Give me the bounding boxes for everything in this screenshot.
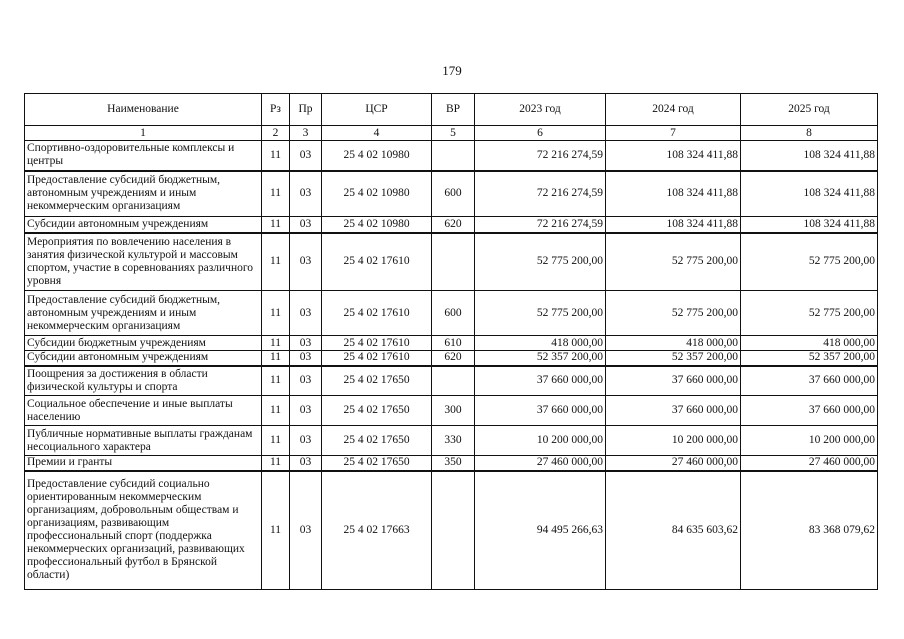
row-csr: 25 4 02 17650 [322, 366, 432, 396]
row-2023: 72 216 274,59 [475, 141, 606, 171]
header-rz: Рз [262, 94, 290, 126]
row-pr: 03 [290, 141, 322, 171]
row-vr: 330 [432, 426, 475, 456]
row-name: Предоставление субсидий бюджетным, автономным учреждениям и иным некоммерческим организациям [25, 291, 262, 336]
row-vr [432, 233, 475, 291]
row-name: Мероприятия по вовлечению населения в занятия физической культурой и массовым спортом, участие в соревнованиях различного уровня [25, 233, 262, 291]
row-vr: 610 [432, 336, 475, 351]
row-2024: 108 324 411,88 [606, 171, 741, 217]
row-pr: 03 [290, 171, 322, 217]
column-number-row [25, 126, 878, 141]
row-2024: 37 660 000,00 [606, 396, 741, 426]
row-2023: 27 460 000,00 [475, 456, 606, 471]
page-number: 179 [442, 63, 462, 78]
row-2023: 52 357 200,00 [475, 351, 606, 366]
row-2024: 108 324 411,88 [606, 141, 741, 171]
row-csr: 25 4 02 10980 [322, 217, 432, 233]
row-2025: 52 775 200,00 [741, 291, 878, 336]
row-vr: 600 [432, 291, 475, 336]
table-row [25, 336, 878, 351]
column-number: 3 [290, 126, 322, 141]
row-2023: 418 000,00 [475, 336, 606, 351]
row-2023: 72 216 274,59 [475, 171, 606, 217]
row-2024: 52 775 200,00 [606, 291, 741, 336]
table-row [25, 456, 878, 471]
column-number: 5 [432, 126, 475, 141]
row-csr: 25 4 02 17663 [322, 471, 432, 590]
row-rz: 11 [262, 336, 290, 351]
row-2025: 10 200 000,00 [741, 426, 878, 456]
row-2023: 10 200 000,00 [475, 426, 606, 456]
row-2024: 84 635 603,62 [606, 471, 741, 590]
row-2025: 52 775 200,00 [741, 233, 878, 291]
row-name: Субсидии автономным учреждениям [25, 217, 262, 233]
table-row [25, 171, 878, 217]
row-2023: 37 660 000,00 [475, 366, 606, 396]
table-row [25, 217, 878, 233]
row-2025: 108 324 411,88 [741, 171, 878, 217]
table-row [25, 471, 878, 590]
row-vr [432, 141, 475, 171]
row-2024: 108 324 411,88 [606, 217, 741, 233]
row-csr: 25 4 02 17610 [322, 233, 432, 291]
budget-table [24, 93, 878, 590]
row-2024: 37 660 000,00 [606, 366, 741, 396]
row-csr: 25 4 02 17610 [322, 291, 432, 336]
row-2023: 52 775 200,00 [475, 233, 606, 291]
row-csr: 25 4 02 10980 [322, 171, 432, 217]
table-row [25, 291, 878, 336]
column-number: 1 [25, 126, 262, 141]
row-name: Субсидии бюджетным учреждениям [25, 336, 262, 351]
row-2024: 418 000,00 [606, 336, 741, 351]
row-rz: 11 [262, 351, 290, 366]
row-2023: 52 775 200,00 [475, 291, 606, 336]
row-2024: 27 460 000,00 [606, 456, 741, 471]
row-name: Поощрения за достижения в области физической культуры и спорта [25, 366, 262, 396]
row-2023: 72 216 274,59 [475, 217, 606, 233]
row-vr: 300 [432, 396, 475, 426]
row-pr: 03 [290, 471, 322, 590]
header-name: Наименование [25, 94, 262, 126]
row-vr: 620 [432, 351, 475, 366]
row-rz: 11 [262, 217, 290, 233]
header-csr: ЦСР [322, 94, 432, 126]
row-2023: 37 660 000,00 [475, 396, 606, 426]
row-csr: 25 4 02 10980 [322, 141, 432, 171]
row-rz: 11 [262, 396, 290, 426]
row-2023: 94 495 266,63 [475, 471, 606, 590]
header-vr: ВР [432, 94, 475, 126]
table-row [25, 366, 878, 396]
row-pr: 03 [290, 456, 322, 471]
row-2025: 83 368 079,62 [741, 471, 878, 590]
row-2025: 37 660 000,00 [741, 396, 878, 426]
header-2024: 2024 год [606, 94, 741, 126]
row-rz: 11 [262, 171, 290, 217]
row-rz: 11 [262, 471, 290, 590]
row-2025: 108 324 411,88 [741, 217, 878, 233]
header-row [25, 94, 878, 126]
row-pr: 03 [290, 426, 322, 456]
column-number: 4 [322, 126, 432, 141]
row-vr: 350 [432, 456, 475, 471]
row-vr: 620 [432, 217, 475, 233]
row-name: Публичные нормативные выплаты гражданам несоциального характера [25, 426, 262, 456]
table-row [25, 426, 878, 456]
row-rz: 11 [262, 426, 290, 456]
row-name: Предоставление субсидий бюджетным, автономным учреждениям и иным некоммерческим организациям [25, 171, 262, 217]
row-rz: 11 [262, 233, 290, 291]
table-row [25, 351, 878, 366]
row-vr [432, 366, 475, 396]
row-rz: 11 [262, 456, 290, 471]
row-name: Социальное обеспечение и иные выплаты населению [25, 396, 262, 426]
row-pr: 03 [290, 396, 322, 426]
column-number: 2 [262, 126, 290, 141]
column-number: 8 [741, 126, 878, 141]
row-csr: 25 4 02 17610 [322, 351, 432, 366]
column-number: 6 [475, 126, 606, 141]
row-csr: 25 4 02 17650 [322, 426, 432, 456]
row-2025: 37 660 000,00 [741, 366, 878, 396]
row-2025: 27 460 000,00 [741, 456, 878, 471]
row-pr: 03 [290, 351, 322, 366]
row-pr: 03 [290, 366, 322, 396]
row-pr: 03 [290, 233, 322, 291]
row-pr: 03 [290, 336, 322, 351]
row-2024: 10 200 000,00 [606, 426, 741, 456]
header-pr: Пр [290, 94, 322, 126]
row-name: Спортивно-оздоровительные комплексы и центры [25, 141, 262, 171]
row-rz: 11 [262, 366, 290, 396]
table-row [25, 396, 878, 426]
row-csr: 25 4 02 17650 [322, 456, 432, 471]
header-2023: 2023 год [475, 94, 606, 126]
row-2025: 108 324 411,88 [741, 141, 878, 171]
row-pr: 03 [290, 291, 322, 336]
row-pr: 03 [290, 217, 322, 233]
row-2025: 52 357 200,00 [741, 351, 878, 366]
row-csr: 25 4 02 17610 [322, 336, 432, 351]
row-2024: 52 775 200,00 [606, 233, 741, 291]
header-2025: 2025 год [741, 94, 878, 126]
row-csr: 25 4 02 17650 [322, 396, 432, 426]
table-row [25, 233, 878, 291]
row-vr: 600 [432, 171, 475, 217]
row-name: Премии и гранты [25, 456, 262, 471]
row-vr [432, 471, 475, 590]
row-2025: 418 000,00 [741, 336, 878, 351]
table-row [25, 141, 878, 171]
column-number: 7 [606, 126, 741, 141]
row-rz: 11 [262, 141, 290, 171]
row-rz: 11 [262, 291, 290, 336]
row-2024: 52 357 200,00 [606, 351, 741, 366]
row-name: Предоставление субсидий социально ориентированным некоммерческим организациям, добровольным обществам и организациям, развивающим профессиональный спорт (поддержка некоммерческих организаций, развивающих профессиональный футбол в Брянской области) [25, 471, 262, 590]
row-name: Субсидии автономным учреждениям [25, 351, 262, 366]
